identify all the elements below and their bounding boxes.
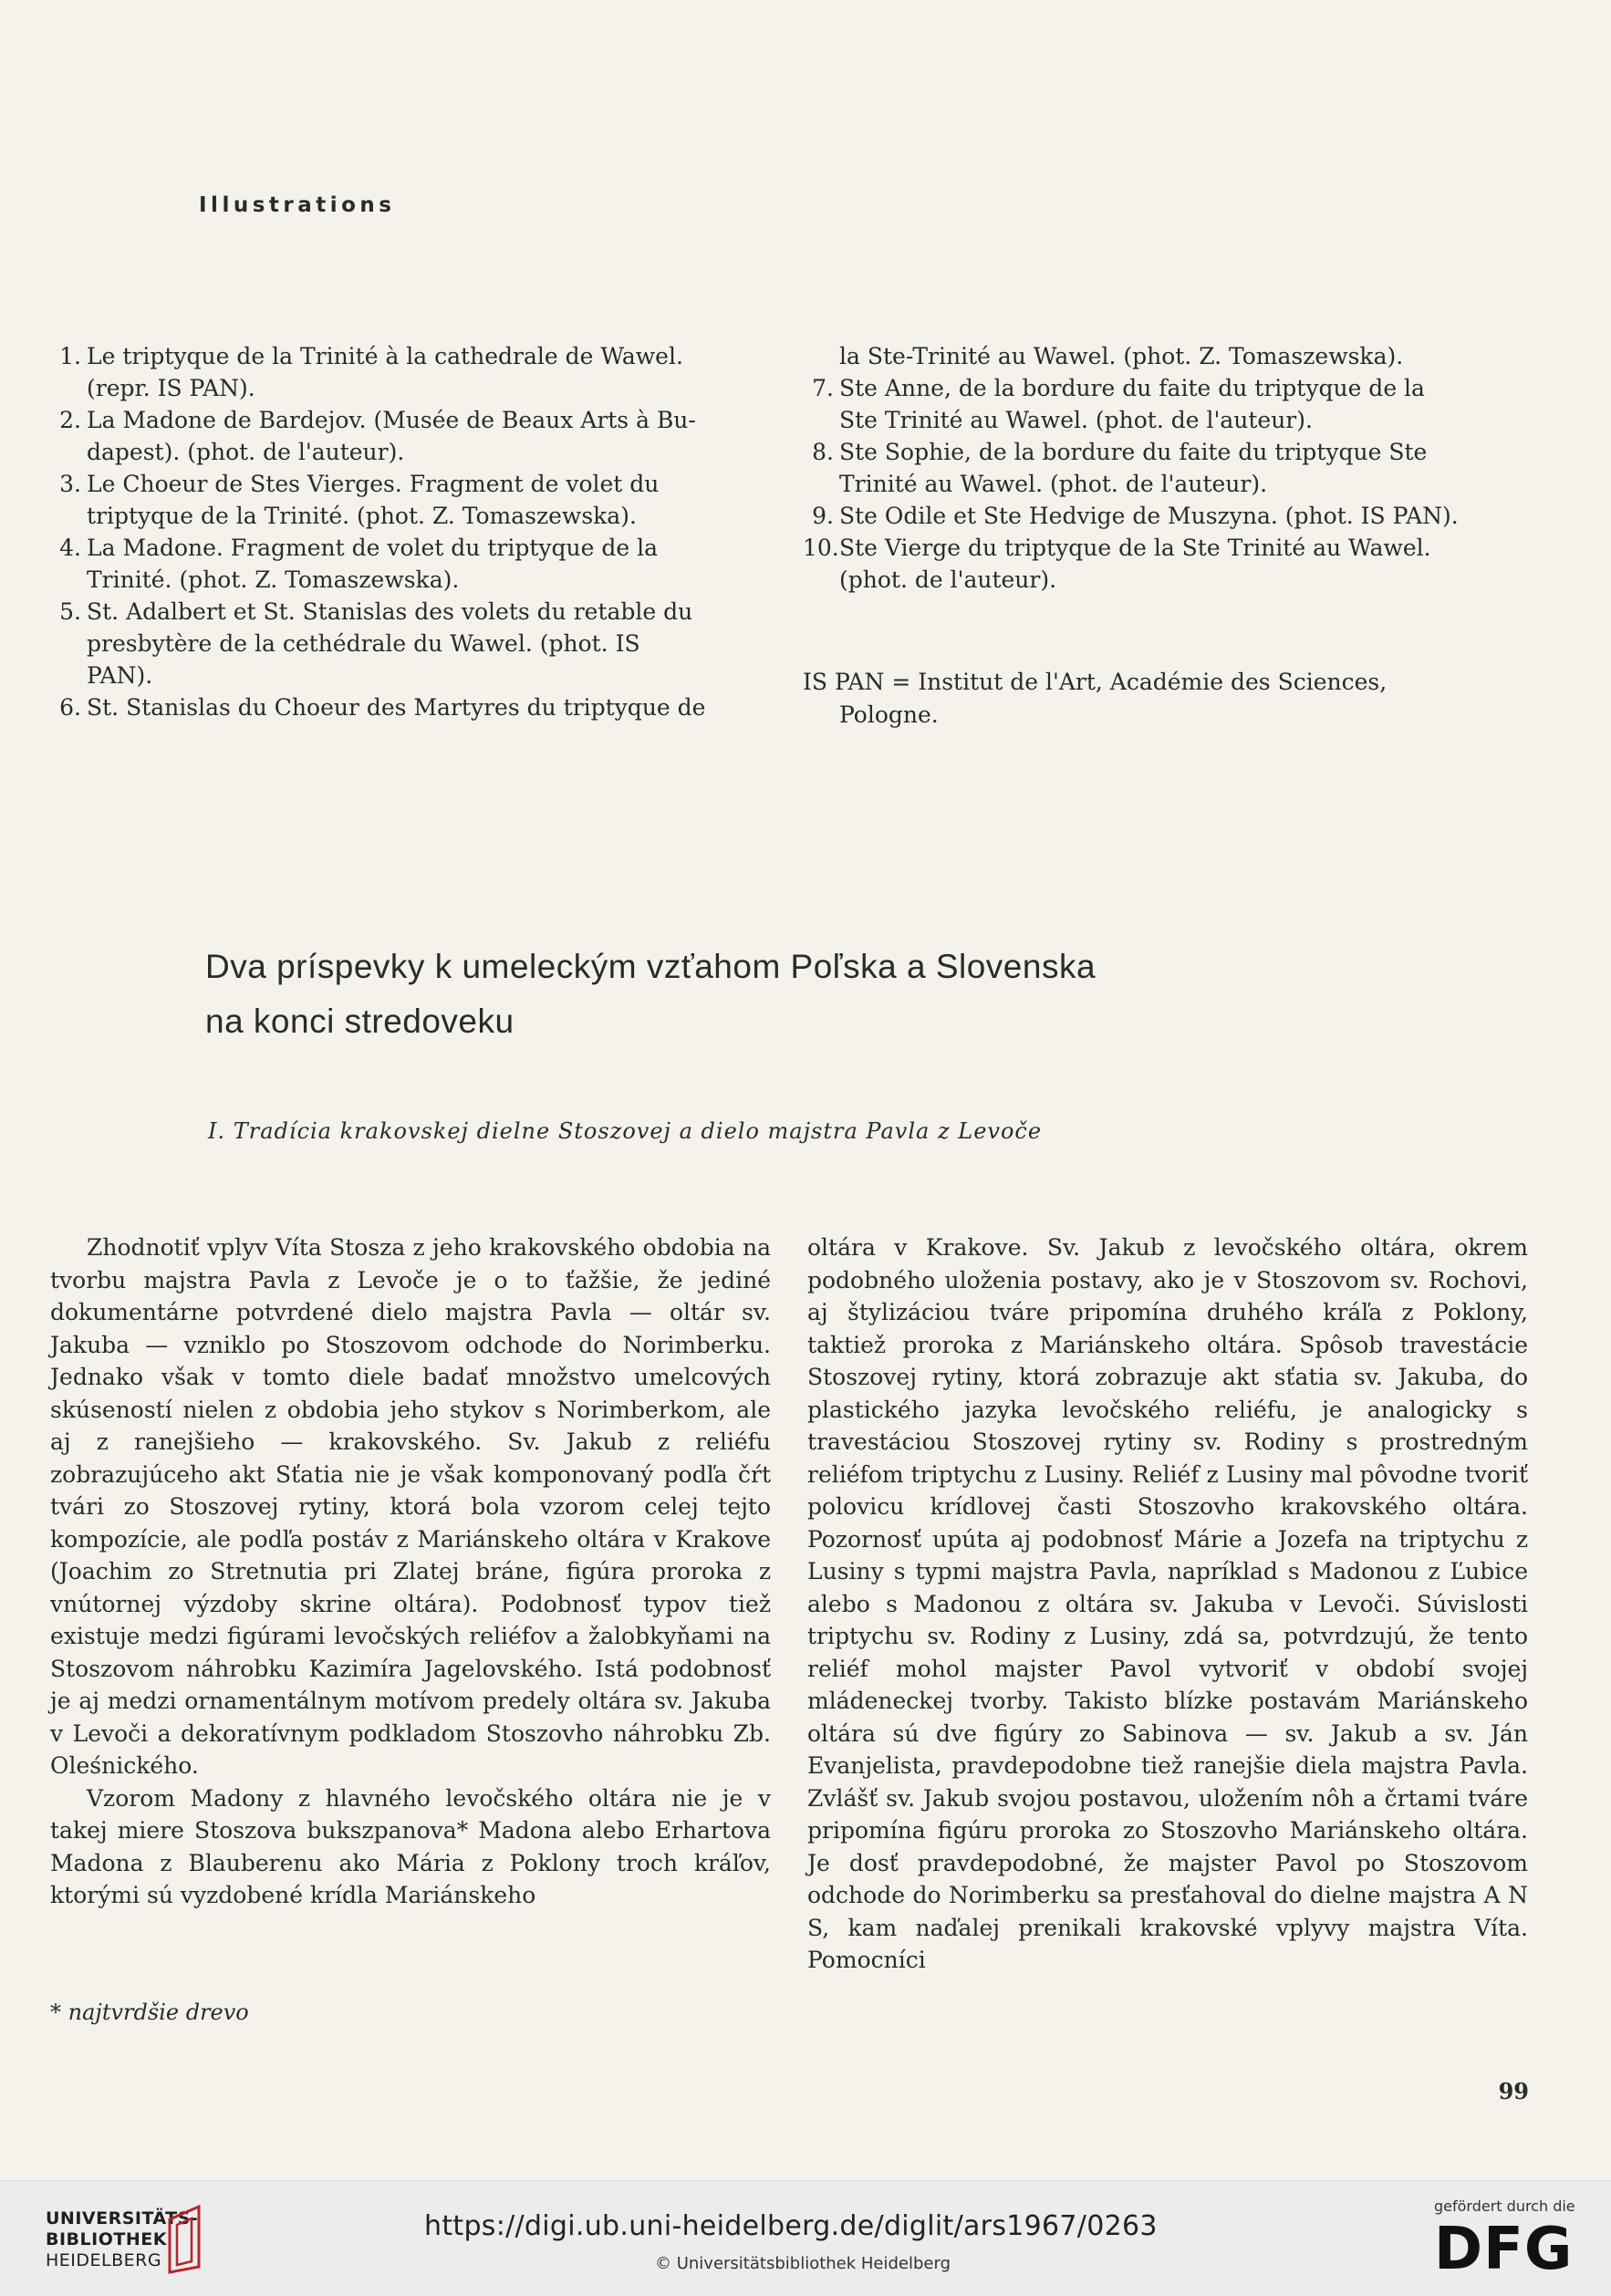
illustration-item: 6. St. Stanislas du Choeur des Martyres du triptyque de (59, 694, 706, 721)
illustration-item: 1. Le triptyque de la Trinité à la cathedrale de Wawel. (repr. IS PAN). (59, 343, 683, 401)
illustration-item: 5. St. Adalbert et St. Stanislas des volets du retable du presbytère de la cethédrale du Wawel. (phot. IS PAN). (59, 598, 693, 689)
article-title: Dva príspevky k umeleckým vzťahom Poľska a Slovenska na konci stredoveku (205, 948, 1097, 1040)
library-logo-mark-icon (164, 2203, 204, 2274)
illustration-item-continuation: la Ste-Trinité au Wawel. (phot. Z. Tomaszewska). (839, 343, 1404, 369)
illustration-item: 9. Ste Odile et Ste Hedvige de Muszyna. (phot. IS PAN). (812, 503, 1459, 529)
illustration-item: 4. La Madone. Fragment de volet du triptyque de la Trinité. (phot. Z. Tomaszewska). (59, 535, 659, 593)
page-number: 99 (1498, 2078, 1529, 2104)
paragraph: Vzorom Madony z hlavného levočského oltára nie je v takej miere Stoszova bukszpanova* Madona alebo Erhartova Madona z Blauberenu ako Mária z Poklony troch kráľov, ktorými sú vyzdobené krídla Mariánskeho (50, 1784, 771, 1908)
illustration-item: 7. Ste Anne, de la bordure du faite du triptyque de la Ste Trinité au Wawel. (phot. de l'auteur). (812, 375, 1425, 433)
paragraph: oltára v Krakove. Sv. Jakub z levočského oltára, okrem podobného uloženia postavy, ako je v Stoszovom sv. Rochovi, aj štylizáciou tváre pripomína druhého kráľa z Poklony, taktiež proroka z Mariánskeho oltára. Spôsob travestácie Stoszovej rytiny, ktorá zobrazuje akt sťatia sv. Jakuba, do plastického jazyka levočského reliéfu, je analogicky s travestáciou Stoszovej rytiny sv. Rodiny s prostredným reliéfom triptychu z Lusiny. Reliéf z Lusiny mal pôvodne tvoriť polovicu krídlovej časti Stoszovho krakovského oltára. Pozornosť upúta aj podobnosť Márie a Jozefa na triptychu z Lusiny s typmi majstra Pavla, napríklad s Madonou z Ľubice alebo s Madonou z oltára sv. Jakuba v Levoči. Súvislosti triptychu sv. Rodiny z Lusiny, zdá sa, potvrdzujú, že tento reliéf mohol majster Pavol vytvoriť v období svojej mládeneckej tvorby. Takisto blízke postavám Mariánskeho oltára sú dve figúry zo Sabinova — sv. Jakub a sv. Ján Evanjelista, pravdepodobne tiež ranejšie diela majstra Pavla. Zvlášť sv. Jakub svojou postavou, uložením nôh a črtami tváre pripomína figúru proroka zo Stoszovho Mariánskeho oltára. Je dosť pravdepodobné, že majster Pavol po Stoszovom odchode do Norimberku sa presťahoval do dielne majstra A N S, kam naďalej prenikali krakovské vplyvy majstra Víta. Pomocníci (807, 1234, 1528, 1973)
abbreviation-note: IS PAN = Institut de l'Art, Académie des Sciences, Pologne. (803, 669, 1388, 728)
illustrations-list-left (50, 340, 766, 723)
article-subtitle: I. Tradícia krakovskej dielne Stoszovej a dielo majstra Pavla z Levoče (208, 1118, 1043, 1144)
illustration-item: 10. Ste Vierge du triptyque de la Ste Trinité au Wawel. (phot. de l'auteur). (803, 535, 1431, 593)
body-column-left (50, 1231, 771, 1912)
illustration-item: 3. Le Choeur de Stes Vierges. Fragment de volet du triptyque de la Trinité. (phot. Z. Tomaszewska). (59, 471, 660, 529)
illustrations-list-right (803, 340, 1528, 596)
illustration-item: 8. Ste Sophie, de la bordure du faite du triptyque Ste Trinité au Wawel. (phot. de l'auteur). (812, 439, 1428, 497)
footer-bar (0, 2180, 1611, 2296)
footnote: * najtvrdšie drevo (50, 2000, 249, 2025)
funding-caption: gefördert durch die (1434, 2197, 1575, 2215)
source-url-link[interactable]: https://digi.ub.uni-heidelberg.de/diglit/ars1967/0263 (424, 2210, 1158, 2242)
dfg-logo[interactable]: DFG (1434, 2216, 1574, 2283)
illustration-item: 2. La Madone de Bardejov. (Musée de Beaux Arts à Bu- dapest). (phot. de l'auteur). (59, 407, 696, 465)
copyright-text: © Universitätsbibliothek Heidelberg (655, 2254, 951, 2273)
library-logo[interactable]: UNIVERSITÄTS- BIBLIOTHEK HEIDELBERG (46, 2208, 199, 2270)
paragraph: Zhodnotiť vplyv Víta Stosza z jeho krakovského obdobia na tvorbu majstra Pavla z Levoče je o to ťažšie, že jediné dokumentárne potvrdené dielo majstra Pavla — oltár sv. Jakuba — vzniklo po Stoszovom odchode do Norimberku. Jednako však v tomto diele badať množstvo umelcových skúseností nielen z obdobia jeho stykov s Norimberkom, ale aj z ranejšieho — krakovského. Sv. Jakub z reliéfu zobrazujúceho akt Sťatia nie je však komponovaný podľa čŕt tvári zo Stoszovej rytiny, ktorá bola vzorom celej tejto kompozície, ale podľa postáv z Mariánskeho oltára v Krakove (Joachim zo Stretnutia pri Zlatej bráne, figúra proroka z vnútornej výzdoby skrine oltára). Podobnosť typov tiež existuje medzi figúrami levočských reliéfov a žalobkyňami na Stoszovom náhrobku Kazimíra Jagelovského. Istá podobnosť je aj medzi ornamentálnym motívom predely oltára sv. Jakuba v Levoči a dekoratívnym podkladom Stoszovho náhrobku Zb. Oleśnického. (50, 1234, 771, 1779)
illustrations-heading: Illustrations (199, 193, 396, 217)
body-column-right (807, 1231, 1528, 1977)
